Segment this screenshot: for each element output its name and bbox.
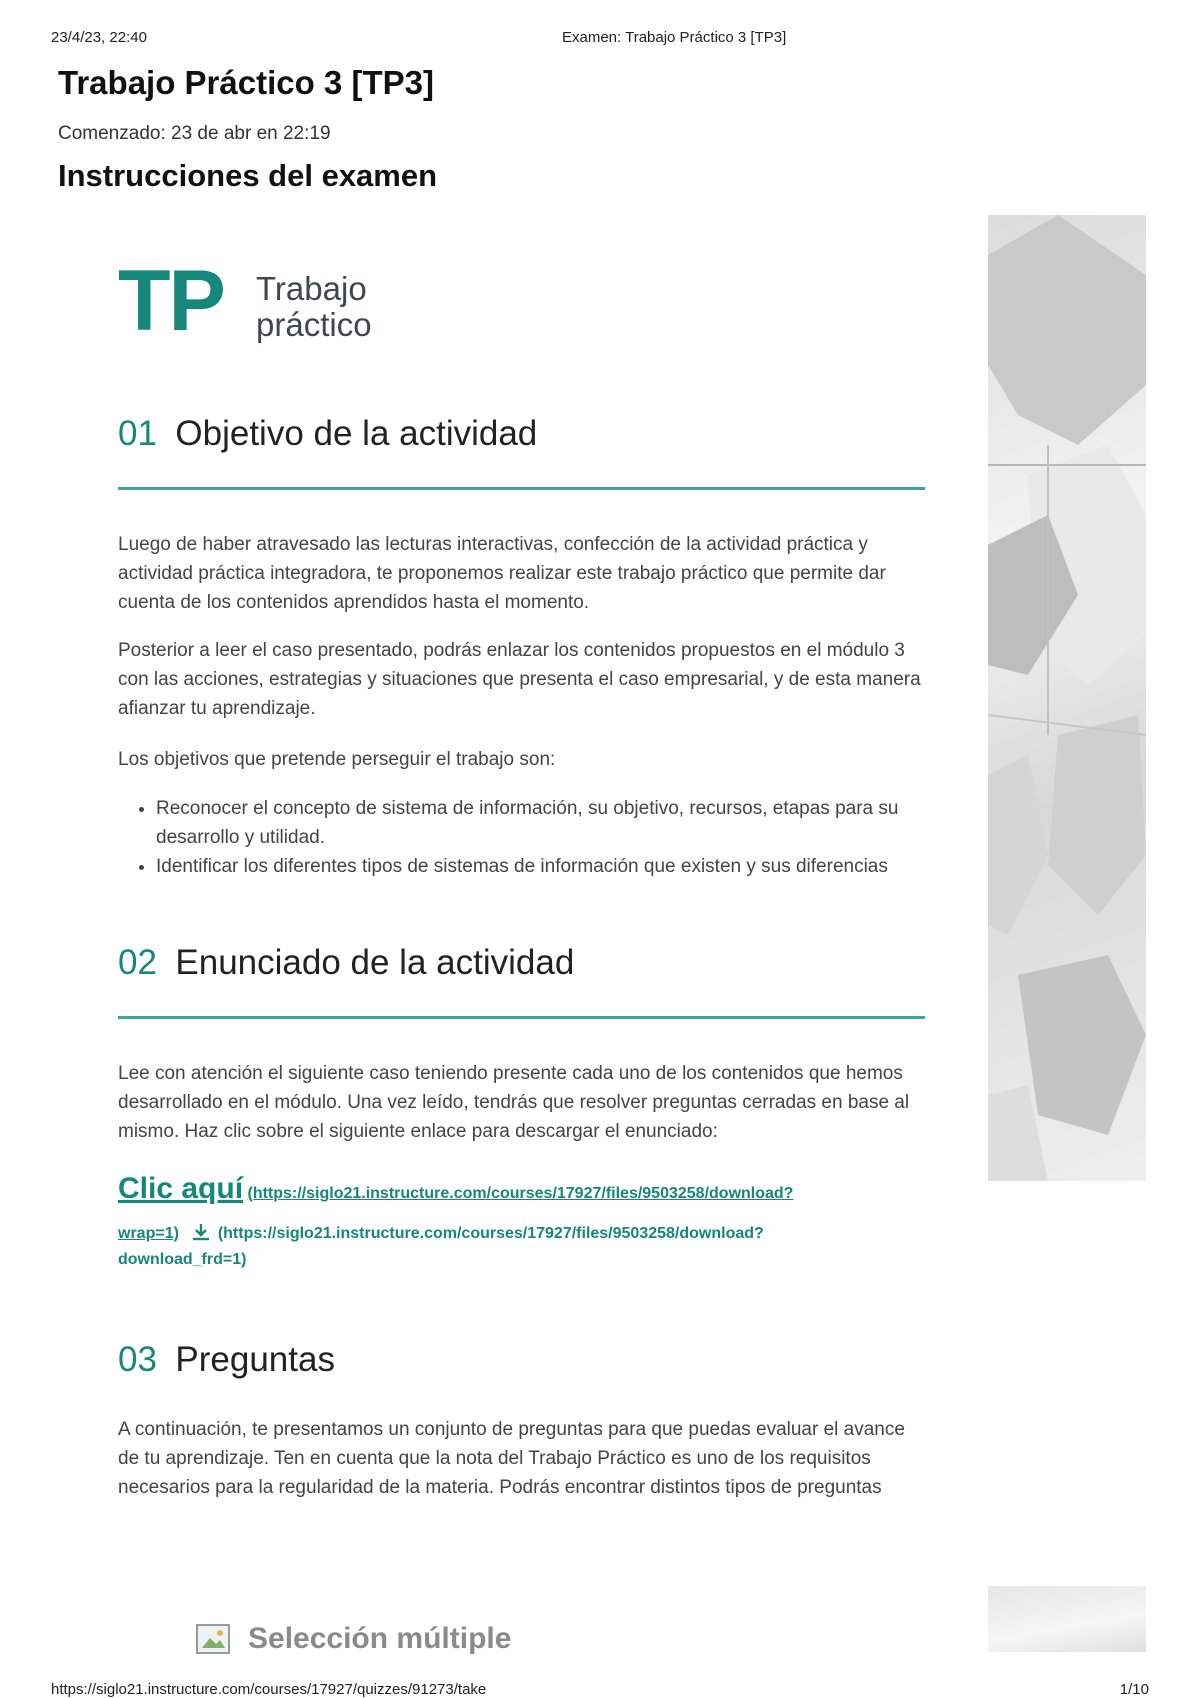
download-arrow-icon bbox=[191, 1223, 211, 1241]
objectives-list bbox=[118, 794, 968, 881]
download-link-block bbox=[118, 1172, 948, 1206]
started-timestamp: Comenzado: 23 de abr en 22:19 bbox=[58, 123, 331, 144]
list-item: • Identificar los diferentes tipos de sistemas de información que existen y sus diferencias bbox=[156, 852, 968, 881]
next-section-heading: Selección múltiple bbox=[248, 1622, 512, 1655]
paragraph: A continuación, te presentamos un conjunto de preguntas para que puedas evaluar el avance de tu aprendizaje. Ten en cuenta que la nota del Trabajo Práctico es uno de los requisitos necesarios para la regularidad de la materia. Podrás encontrar distintos tipos de preguntas bbox=[118, 1419, 905, 1498]
file-download-url[interactable]: (https://siglo21.instructure.com/courses/17927/files/9503258/download? bbox=[217, 1225, 764, 1242]
file-view-url[interactable]: (https://siglo21.instructure.com/courses/17927/files/9503258/download? bbox=[247, 1185, 794, 1202]
print-page-title: Examen: Trabajo Práctico 3 [TP3] bbox=[562, 29, 787, 46]
list-item: • Reconocer el concepto de sistema de información, su objetivo, recursos, etapas para su desarrollo y utilidad. bbox=[156, 794, 968, 852]
file-download-url-end[interactable]: download_frd=1) bbox=[118, 1251, 247, 1268]
section-heading-preguntas bbox=[118, 1340, 335, 1380]
section-title: Preguntas bbox=[175, 1340, 335, 1379]
download-link-line-3 bbox=[118, 1251, 246, 1269]
paragraph: Los objetivos que pretende perseguir el trabajo son: bbox=[118, 749, 556, 770]
image-placeholder-icon bbox=[198, 1626, 228, 1652]
paragraph: Luego de haber atravesado las lecturas interactivas, confección de la actividad práctica y actividad práctica integradora, te proponemos realizar este trabajo práctico que permite dar cuenta de los contenidos aprendidos hasta el momento. bbox=[118, 534, 886, 613]
paragraph: Posterior a leer el caso presentado, podrás enlazar los contenidos propuestos en el módulo 3 con las acciones, estrategias y situaciones que presenta el caso empresarial, y de esta manera afianzar tu aprendizaje. bbox=[118, 640, 921, 719]
section-divider bbox=[118, 487, 925, 490]
side-decorative-image-2 bbox=[988, 1586, 1146, 1652]
print-url: https://siglo21.instructure.com/courses/17927/quizzes/91273/take bbox=[51, 1681, 487, 1698]
logo-word-1: Trabajo bbox=[256, 270, 367, 307]
page-number: 1/10 bbox=[1119, 1681, 1149, 1698]
clic-aqui-link[interactable]: Clic aquí bbox=[118, 1172, 244, 1205]
page-title: Trabajo Práctico 3 [TP3] bbox=[58, 64, 434, 101]
paragraph: Lee con atención el siguiente caso teniendo presente cada uno de los contenidos que hemos desarrollado en el módulo. Una vez leído, tendrás que resolver preguntas cerradas en base al mismo. Haz clic sobre el siguiente enlace para descargar el enunciado: bbox=[118, 1063, 910, 1142]
download-icon[interactable] bbox=[191, 1223, 213, 1241]
download-link-line-2 bbox=[118, 1223, 948, 1243]
section-number: 03 bbox=[118, 1340, 157, 1379]
section-number: 02 bbox=[118, 943, 157, 982]
section-number: 01 bbox=[118, 414, 157, 453]
logo-abbreviation: TP bbox=[118, 253, 224, 349]
section-divider bbox=[118, 1016, 925, 1019]
logo-word-2: práctico bbox=[256, 306, 372, 343]
section-heading-objetivo bbox=[118, 414, 537, 454]
instructions-heading: Instrucciones del examen bbox=[58, 158, 438, 193]
section-title: Enunciado de la actividad bbox=[175, 943, 575, 982]
section-title: Objetivo de la actividad bbox=[175, 414, 538, 453]
side-decorative-image bbox=[988, 215, 1146, 1181]
print-date: 23/4/23, 22:40 bbox=[51, 29, 147, 46]
section-heading-enunciado bbox=[118, 943, 574, 983]
broken-image-icon bbox=[196, 1624, 230, 1654]
architecture-pattern-icon bbox=[988, 215, 1146, 1181]
file-view-url-end[interactable]: wrap=1) bbox=[118, 1225, 179, 1242]
